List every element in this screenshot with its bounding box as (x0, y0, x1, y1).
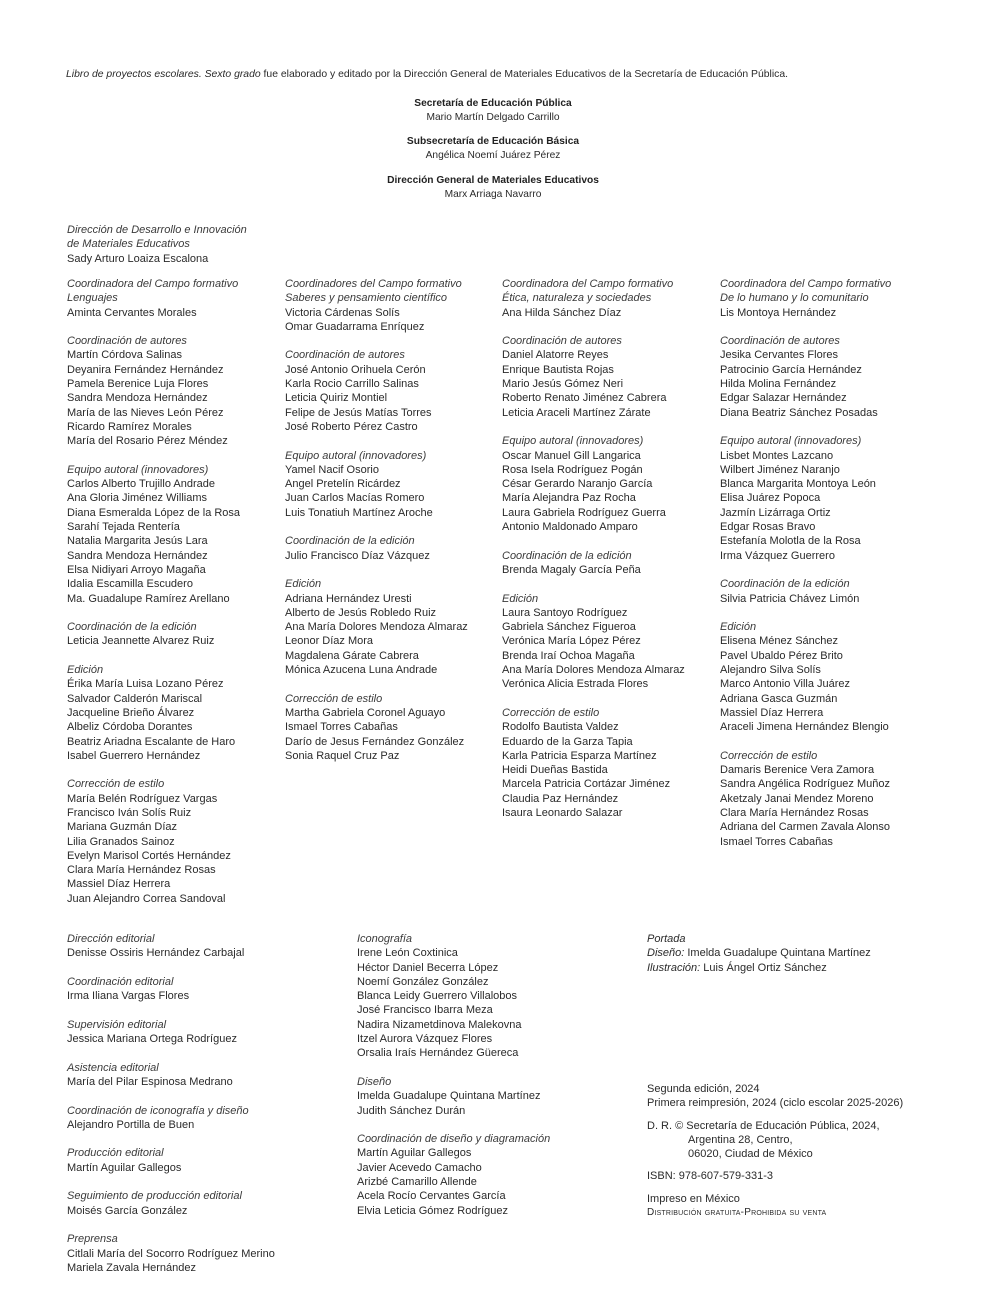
credit-section (67, 277, 279, 320)
authority-title: Dirección General de Materiales Educativos (387, 175, 599, 186)
person-name: Wilbert Jiménez Naranjo (720, 463, 840, 476)
person-name: Lilia Granados Sainoz (67, 835, 175, 848)
person-name: Luis Tonatiuh Martínez Aroche (285, 506, 433, 519)
credit-section (502, 277, 714, 320)
person-name: Magdalena Gárate Cabrera (285, 649, 419, 662)
person-name: Jacqueline Brieño Álvarez (67, 706, 195, 719)
person-name: Pamela Berenice Luja Flores (67, 378, 209, 391)
person-name: Rodolfo Bautista Valdez (502, 721, 619, 734)
person-name: Juan Carlos Macías Romero (285, 492, 425, 505)
credit-section (720, 620, 932, 734)
role-label: Coordinación de diseño y diagramación (357, 1133, 551, 1146)
credit-section (67, 463, 279, 606)
person-name: Clara María Hernández Rosas (720, 806, 869, 819)
credits-column-humano (720, 277, 932, 863)
person-name: María Belén Rodríguez Vargas (67, 792, 218, 805)
role-label: Coordinadores del Campo formativo (285, 278, 462, 290)
person-name: Daniel Alatorre Reyes (502, 349, 609, 362)
person-name: Leonor Díaz Mora (285, 635, 374, 648)
person-name: Acela Rocío Cervantes García (357, 1190, 506, 1203)
person-name: Elvia Leticia Gómez Rodríguez (357, 1204, 509, 1217)
person-name: Martín Córdova Salinas (67, 349, 182, 362)
person-name: Darío de Jesus Fernández González (285, 735, 465, 748)
person-name: Jesika Cervantes Flores (720, 349, 838, 362)
person-name: Omar Guadarrama Enríquez (285, 320, 425, 333)
person-name: Rosa Isela Rodríguez Pogán (502, 463, 643, 476)
person-name: Marco Antonio Villa Juárez (720, 678, 851, 691)
role-label: Lenguajes (67, 292, 118, 305)
direction-block (67, 223, 287, 266)
person-name: Heidi Dueñas Bastida (502, 764, 608, 777)
person-name: Juan Alejandro Correa Sandoval (67, 892, 226, 905)
person-name: Ana María Dolores Mendoza Almaraz (285, 621, 468, 634)
person-name: Elisa Juárez Popoca (720, 492, 821, 505)
role-label: Coordinación de la edición (285, 535, 415, 548)
editorial-column-1 (67, 932, 347, 1289)
person-name: Adriana Gasca Guzmán (720, 692, 838, 705)
person-name: Roberto Renato Jiménez Cabrera (502, 392, 667, 405)
person-name: Karla Rocio Carrillo Salinas (285, 378, 419, 391)
cover-label: Portada (647, 933, 686, 945)
credit-section (67, 1232, 347, 1275)
direction-label: Dirección de Desarrollo e Innovación (67, 224, 247, 236)
role-label: Edición (67, 664, 104, 677)
role-label: Coordinación de la edición (720, 578, 850, 591)
credit-section (67, 1189, 347, 1218)
credit-section (720, 577, 932, 606)
role-label: Equipo autoral (innovadores) (285, 449, 427, 462)
person-name: Irene León Coxtinica (357, 947, 458, 960)
person-name: Evelyn Marisol Cortés Hernández (67, 849, 231, 862)
person-name: Irma Vázquez Guerrero (720, 549, 835, 562)
distribution-notice: Distribución gratuita-Prohibida su venta (647, 1207, 827, 1219)
credit-section (357, 1132, 637, 1218)
person-name: Mónica Azucena Luna Andrade (285, 664, 438, 677)
person-name: Martha Gabriela Coronel Aguayo (285, 706, 446, 719)
person-name: Moisés García González (67, 1204, 188, 1217)
person-name: Yamel Nacif Osorio (285, 463, 379, 476)
person-name: Imelda Guadalupe Quintana Martínez (357, 1090, 541, 1103)
person-name: Judith Sánchez Durán (357, 1104, 466, 1117)
credit-section (720, 434, 932, 563)
cover-illustration-name: Luis Ángel Ortiz Sánchez (700, 961, 827, 974)
authority-name: Mario Martín Delgado Carrillo (426, 112, 560, 123)
person-name: Elsa Nidiyari Arroyo Magaña (67, 563, 206, 576)
authority-name: Angélica Noemí Juárez Pérez (425, 150, 561, 161)
person-name: Aketzaly Janai Mendez Moreno (720, 792, 874, 805)
person-name: Adriana del Carmen Zavala Alonso (720, 821, 890, 834)
role-label: Coordinación de autores (67, 335, 187, 348)
credit-section (67, 1061, 347, 1090)
credits-column-lenguajes (67, 277, 279, 920)
person-name: Martín Aguilar Gallegos (357, 1147, 472, 1160)
person-name: Mario Jesús Gómez Neri (502, 378, 624, 391)
role-label: Saberes y pensamiento científico (285, 292, 448, 305)
person-name: Noemí González González (357, 975, 489, 988)
person-name: Blanca Leidy Guerrero Villalobos (357, 990, 517, 1003)
credit-section (285, 692, 497, 763)
cover-illustration (647, 961, 947, 975)
person-name: Javier Acevedo Camacho (357, 1161, 482, 1174)
person-name: Leticia Araceli Martínez Zárate (502, 406, 651, 419)
intro-line (66, 68, 946, 81)
role-label: Corrección de estilo (720, 749, 818, 762)
credit-section (285, 449, 497, 520)
direction-label: de Materiales Educativos (67, 238, 190, 251)
role-label: Iconografía (357, 933, 413, 945)
person-name: César Gerardo Naranjo García (502, 478, 653, 491)
editorial-column-2 (357, 932, 637, 1232)
cover-illustration-label: Ilustración: (647, 961, 701, 974)
rights-address: Argentina 28, Centro, (688, 1133, 793, 1146)
person-name: Alejandro Silva Solís (720, 664, 821, 677)
person-name: Victoria Cárdenas Solís (285, 306, 400, 319)
credit-section (502, 592, 714, 692)
role-label: Coordinación de autores (720, 335, 840, 348)
person-name: Edgar Salazar Hernández (720, 392, 847, 405)
intro-text: fue elaborado y editado por la Dirección General de Materiales Educativos de la Secretaría de Educación Pública. (260, 69, 789, 80)
role-label: Equipo autoral (innovadores) (67, 463, 209, 476)
person-name: Alberto de Jesús Robledo Ruiz (285, 606, 437, 619)
person-name: Natalia Margarita Jesús Lara (67, 535, 208, 548)
person-name: Claudia Paz Hernández (502, 792, 619, 805)
rights-city: 06020, Ciudad de México (688, 1148, 813, 1161)
role-label: Corrección de estilo (285, 692, 383, 705)
person-name: Araceli Jimena Hernández Blengio (720, 721, 889, 734)
person-name: Diana Beatriz Sánchez Posadas (720, 406, 878, 419)
credit-section (67, 663, 279, 763)
person-name: Massiel Díaz Herrera (67, 878, 171, 891)
person-name: Gabriela Sánchez Figueroa (502, 621, 636, 634)
person-name: Érika María Luisa Lozano Pérez (67, 678, 224, 691)
person-name: Lisbet Montes Lazcano (720, 449, 834, 462)
person-name: Jazmín Lizárraga Ortiz (720, 506, 831, 519)
role-label: Coordinación de la edición (67, 621, 197, 634)
person-name: Martín Aguilar Gallegos (67, 1161, 182, 1174)
person-name: Patrocinio García Hernández (720, 363, 862, 376)
printed-line: Impreso en México (647, 1192, 740, 1205)
person-name: Estefanía Molotla de la Rosa (720, 535, 861, 548)
authority-sep (0, 97, 986, 125)
role-label: Edición (285, 578, 322, 591)
cover-design-name: Imelda Guadalupe Quintana Martínez (684, 947, 871, 960)
role-label: De lo humano y lo comunitario (720, 292, 869, 305)
credit-section (67, 932, 347, 961)
role-label: Equipo autoral (innovadores) (502, 435, 644, 448)
person-name: Beatriz Ariadna Escalante de Haro (67, 735, 236, 748)
credit-section (502, 706, 714, 820)
person-name: Verónica María López Pérez (502, 635, 641, 648)
role-label: Coordinación de autores (285, 349, 405, 362)
person-name: Ma. Guadalupe Ramírez Arellano (67, 592, 230, 605)
person-name: José Antonio Orihuela Cerón (285, 363, 426, 376)
credit-section (357, 1075, 637, 1118)
edition-line: Segunda edición, 2024 (647, 1083, 760, 1095)
role-label: Coordinación editorial (67, 975, 174, 988)
credit-section (285, 577, 497, 677)
credits-column-saberes (285, 277, 497, 777)
credit-section (67, 334, 279, 448)
credit-section (720, 749, 932, 849)
reprint-line: Primera reimpresión, 2024 (ciclo escolar 2025-2026) (647, 1097, 904, 1110)
person-name: Francisco Iván Solís Ruiz (67, 806, 192, 819)
person-name: María del Pilar Espinosa Medrano (67, 1075, 233, 1088)
person-name: Clara María Hernández Rosas (67, 864, 216, 877)
role-label: Seguimiento de producción editorial (67, 1190, 242, 1203)
credit-section (285, 534, 497, 563)
person-name: Pavel Ubaldo Pérez Brito (720, 649, 843, 662)
person-name: Denisse Ossiris Hernández Carbajal (67, 947, 245, 960)
publication-info (647, 1082, 967, 1220)
person-name: Damaris Berenice Vera Zamora (720, 764, 875, 777)
credit-section (720, 334, 932, 420)
credit-section (357, 932, 637, 1061)
person-name: Aminta Cervantes Morales (67, 306, 197, 319)
person-name: Deyanira Fernández Hernández (67, 363, 224, 376)
person-name: José Roberto Pérez Castro (285, 420, 418, 433)
credits-column-etica (502, 277, 714, 835)
credit-section (67, 975, 347, 1004)
person-name: Silvia Patricia Chávez Limón (720, 592, 860, 605)
person-name: Mariela Zavala Hernández (67, 1261, 197, 1274)
person-name: Marcela Patricia Cortázar Jiménez (502, 778, 671, 791)
person-name: Salvador Calderón Mariscal (67, 692, 203, 705)
authority-title: Secretaría de Educación Pública (414, 98, 572, 109)
role-label: Corrección de estilo (67, 778, 165, 791)
role-label: Preprensa (67, 1233, 118, 1246)
person-name: Brenda Iraí Ochoa Magaña (502, 649, 635, 662)
cover-design (647, 946, 947, 960)
person-name: Ismael Torres Cabañas (720, 835, 833, 848)
person-name: Oscar Manuel Gill Langarica (502, 449, 641, 462)
isbn-line: ISBN: 978-607-579-331-3 (647, 1170, 773, 1183)
person-name: Arizbé Camarillo Allende (357, 1176, 477, 1189)
person-name: Karla Patricia Esparza Martínez (502, 749, 657, 762)
credit-section (502, 334, 714, 420)
cover-design-label: Diseño: (647, 947, 685, 960)
person-name: Sandra Mendoza Hernández (67, 392, 208, 405)
role-label: Dirección editorial (67, 933, 155, 945)
role-label: Equipo autoral (innovadores) (720, 435, 862, 448)
cover-credits (647, 932, 947, 975)
person-name: Verónica Alicia Estrada Flores (502, 678, 649, 691)
person-name: Ricardo Ramírez Morales (67, 420, 192, 433)
person-name: Felipe de Jesús Matías Torres (285, 406, 432, 419)
person-name: Carlos Alberto Trujillo Andrade (67, 478, 215, 491)
person-name: Mariana Guzmán Díaz (67, 821, 178, 834)
role-label: Coordinación de autores (502, 335, 622, 348)
authority-seb (0, 135, 986, 163)
person-name: Itzel Aurora Vázquez Flores (357, 1033, 493, 1046)
person-name: Sandra Angélica Rodríguez Muñoz (720, 778, 890, 791)
person-name: Leticia Quiriz Montiel (285, 392, 388, 405)
role-label: Coordinación de iconografía y diseño (67, 1104, 249, 1117)
person-name: Diana Esmeralda López de la Rosa (67, 506, 241, 519)
credit-section (67, 620, 279, 649)
role-label: Supervisión editorial (67, 1018, 167, 1031)
person-name: Hilda Molina Fernández (720, 378, 837, 391)
person-name: Laura Santoyo Rodríguez (502, 606, 628, 619)
role-label: Corrección de estilo (502, 706, 600, 719)
person-name: María Alejandra Paz Rocha (502, 492, 636, 505)
person-name: Edgar Rosas Bravo (720, 521, 816, 534)
role-label: Coordinación de la edición (502, 549, 632, 562)
person-name: Jessica Mariana Ortega Rodríguez (67, 1033, 237, 1046)
role-label: Ética, naturaleza y sociedades (502, 292, 652, 305)
person-name: Isabel Guerrero Hernández (67, 749, 201, 762)
person-name: Brenda Magaly García Peña (502, 563, 641, 576)
credit-section (67, 1146, 347, 1175)
person-name: Blanca Margarita Montoya León (720, 478, 876, 491)
person-name: Ismael Torres Cabañas (285, 721, 398, 734)
credit-section (67, 1018, 347, 1047)
person-name: Citlali María del Socorro Rodríguez Merino (67, 1247, 275, 1260)
person-name: Nadira Nizametdinova Malekovna (357, 1018, 522, 1031)
person-name: Julio Francisco Díaz Vázquez (285, 549, 430, 562)
person-name: Sandra Mendoza Hernández (67, 549, 208, 562)
person-name: Lis Montoya Hernández (720, 306, 837, 319)
role-label: Asistencia editorial (67, 1061, 159, 1074)
person-name: Laura Gabriela Rodríguez Guerra (502, 506, 666, 519)
credit-section (285, 277, 497, 334)
person-name: Massiel Díaz Herrera (720, 706, 824, 719)
direction-name: Sady Arturo Loaiza Escalona (67, 252, 209, 265)
credit-section (67, 777, 279, 906)
person-name: Isaura Leonardo Salazar (502, 806, 623, 819)
credit-section (720, 277, 932, 320)
authority-title: Subsecretaría de Educación Básica (406, 136, 580, 147)
person-name: María de las Nieves León Pérez (67, 406, 224, 419)
person-name: Albeliz Córdoba Dorantes (67, 721, 193, 734)
role-label: Edición (720, 621, 757, 634)
person-name: Idalia Escamilla Escudero (67, 578, 193, 591)
person-name: Ana Gloria Jiménez Williams (67, 492, 207, 505)
authority-dgme (0, 174, 986, 202)
credit-section (285, 348, 497, 434)
person-name: Orsalia Iraís Hernández Güereca (357, 1047, 519, 1060)
book-title: Libro de proyectos escolares. Sexto grado (66, 69, 261, 80)
person-name: Héctor Daniel Becerra López (357, 961, 499, 974)
credit-section (502, 549, 714, 578)
person-name: Antonio Maldonado Amparo (502, 521, 638, 534)
role-label: Coordinadora del Campo formativo (67, 278, 239, 290)
role-label: Edición (502, 592, 539, 605)
role-label: Coordinadora del Campo formativo (720, 278, 892, 290)
person-name: Sonia Raquel Cruz Paz (285, 749, 400, 762)
role-label: Producción editorial (67, 1147, 164, 1160)
person-name: María del Rosario Pérez Méndez (67, 435, 228, 448)
person-name: Ana María Dolores Mendoza Almaraz (502, 664, 685, 677)
person-name: Sarahí Tejada Rentería (67, 521, 180, 534)
credit-section (67, 1104, 347, 1133)
role-label: Coordinadora del Campo formativo (502, 278, 674, 290)
person-name: Irma Iliana Vargas Flores (67, 990, 190, 1003)
person-name: Ana Hilda Sánchez Díaz (502, 306, 622, 319)
person-name: Angel Pretelín Ricárdez (285, 478, 401, 491)
person-name: Alejandro Portilla de Buen (67, 1118, 195, 1131)
person-name: Elisena Ménez Sánchez (720, 635, 839, 648)
person-name: José Francisco Ibarra Meza (357, 1004, 493, 1017)
rights-line: D. R. © Secretaría de Educación Pública, 2024, (647, 1119, 880, 1132)
credit-section (502, 434, 714, 534)
person-name: Leticia Jeannette Alvarez Ruiz (67, 635, 215, 648)
authority-name: Marx Arriaga Navarro (444, 189, 542, 200)
person-name: Eduardo de la Garza Tapia (502, 735, 633, 748)
role-label: Diseño (357, 1075, 392, 1088)
person-name: Adriana Hernández Uresti (285, 592, 412, 605)
person-name: Enrique Bautista Rojas (502, 363, 614, 376)
